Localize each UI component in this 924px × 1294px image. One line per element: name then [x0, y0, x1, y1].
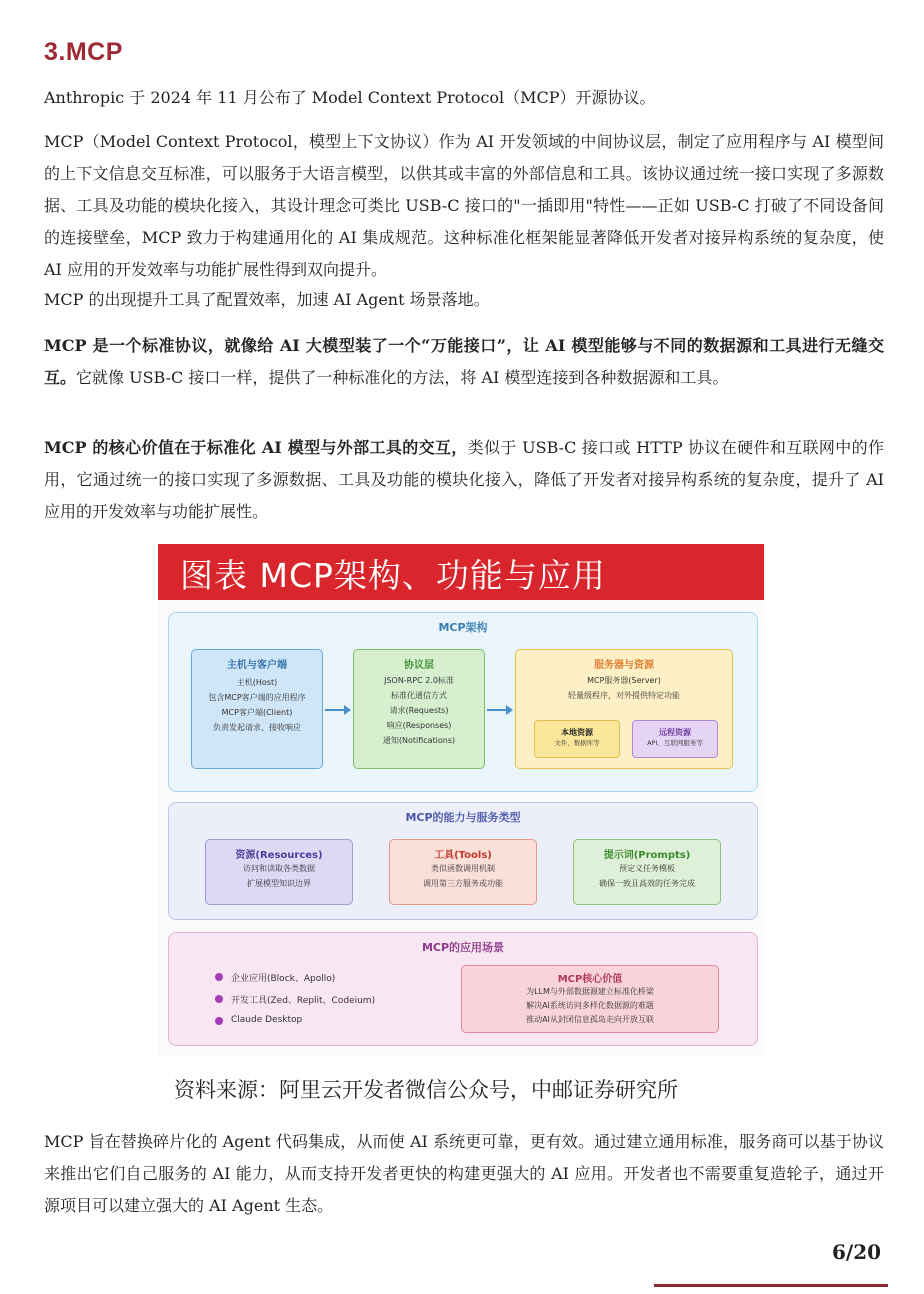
remote-resource-title: 远程资源	[659, 728, 691, 737]
server-line: MCP服务器(Server)	[587, 676, 661, 685]
paragraph	[44, 1126, 884, 1222]
local-resource-title: 本地资源	[561, 728, 593, 737]
paragraph	[44, 126, 884, 286]
paragraph	[44, 330, 884, 394]
core-value-line: 解决AI系统访问多样化数据源的难题	[526, 1001, 654, 1010]
core-value-line: 为LLM与外部数据源建立标准化桥梁	[526, 987, 654, 996]
paragraph-bold-text: MCP 的核心价值在于标准化 AI 模型与外部工具的交互，	[44, 438, 468, 457]
paragraph-text: MCP 旨在替换碎片化的 Agent 代码集成，从而使 AI 系统更可靠，更有效。通过建立通用标准，服务商可以基于协议来推出它们自己服务的 AI 能力，从而支持开发者更快的构建更强大的 AI 应用。开发者也不需要重复造轮子，通过开源项目可以建立强大的 AI Agent 生态。	[44, 1132, 884, 1215]
tools-box	[389, 839, 537, 905]
host-line: 包含MCP客户端的应用程序	[208, 693, 306, 702]
figure-source: 资料来源：阿里云开发者微信公众号，中邮证券研究所	[174, 1078, 678, 1102]
paragraph	[44, 284, 884, 316]
paragraph	[44, 432, 884, 528]
capabilities-panel	[168, 802, 758, 920]
host-line: MCP客户端(Client)	[221, 708, 293, 717]
figure-banner	[158, 544, 764, 600]
prompts-line: 预定义任务模板	[619, 864, 675, 873]
tools-line: 类似函数调用机制	[431, 864, 495, 873]
protocol-line: 标准化通信方式	[391, 691, 447, 700]
protocol-line: JSON-RPC 2.0标准	[384, 676, 454, 685]
paragraph-text: 类似于 USB-C 接口或 HTTP 协议在硬件和互联网中的作用，它通过统一的接口实现了多源数据、工具及功能的模块化接入，降低了开发者对接异构系统的复杂度，提升了 AI 应用的开发效率与功能扩展性。	[44, 438, 884, 521]
paragraph-text: 它就像 USB-C 接口一样，提供了一种标准化的方法，将 AI 模型连接到各种数据源和工具。	[76, 368, 729, 387]
prompts-box	[573, 839, 721, 905]
protocol-box-title: 协议层	[404, 660, 434, 671]
paragraph-text: Anthropic 于 2024 年 11 月公布了 Model Context Protocol（MCP）开源协议。	[44, 88, 656, 107]
resources-title: 资源(Resources)	[235, 850, 323, 861]
core-value-box	[461, 965, 719, 1033]
scenario-text: 开发工具(Zed、Replit、Codeium)	[231, 996, 376, 1006]
capabilities-title: MCP的能力与服务类型	[405, 811, 521, 824]
architecture-panel	[168, 612, 758, 792]
section-heading: 3.MCP	[44, 38, 123, 66]
architecture-title: MCP架构	[438, 621, 488, 634]
core-value-title: MCP核心价值	[557, 974, 623, 985]
scenario-item	[231, 993, 375, 1006]
server-line: 轻量级程序，对外提供特定功能	[568, 691, 680, 700]
arrow-icon	[487, 709, 511, 711]
paragraph-text: MCP 的出现提升工具了配置效率，加速 AI Agent 场景落地。	[44, 290, 490, 309]
server-resources-box	[515, 649, 733, 769]
paragraph-bold-text: MCP 是一个标准协议，就像给 AI 大模型装了一个“万能接口”，让 AI 模型能够与不同的数据源和工具进行无缝交互。	[44, 336, 884, 387]
core-value-line: 推动AI从封闭信息孤岛走向开放互联	[526, 1015, 654, 1024]
scenarios-panel	[168, 932, 758, 1046]
scenario-item	[231, 971, 335, 984]
paragraph-text: MCP（Model Context Protocol，模型上下文协议）作为 AI 开发领域的中间协议层，制定了应用程序与 AI 模型间的上下文信息交互标准，可以服务于大语言模型，以供其或丰富的外部信息和工具。该协议通过统一接口实现了多源数据、工具及功能的模块化接入，其设计理念可类比 USB-C 接口的"一插即用"特性——正如 USB-C 打破了不同设备间的连接壁垒，MCP 致力于构建通用化的 AI 集成规范。这种标准化框架能显著降低开发者对接异构系统的复杂度，使 AI 应用的开发效率与功能扩展性得到双向提升。	[44, 132, 884, 279]
page-number: 6/20	[832, 1240, 882, 1264]
protocol-line: 请求(Requests)	[389, 706, 449, 715]
scenario-item	[231, 1015, 302, 1025]
host-box-title: 主机与客户端	[227, 660, 287, 671]
scenario-text: Claude Desktop	[231, 1015, 303, 1025]
host-line: 主机(Host)	[236, 678, 278, 687]
figure-title: 图表 MCP架构、功能与应用	[180, 556, 606, 595]
protocol-layer-box	[353, 649, 485, 769]
remote-resource-desc: API、互联网服务等	[647, 739, 703, 747]
paragraph	[44, 82, 884, 114]
footer-rule	[654, 1284, 888, 1287]
bullet-icon	[215, 1017, 223, 1025]
resources-box	[205, 839, 353, 905]
tools-title: 工具(Tools)	[434, 850, 492, 861]
protocol-line: 响应(Responses)	[386, 721, 452, 730]
mcp-architecture-figure	[158, 544, 764, 1056]
scenarios-title: MCP的应用场景	[421, 941, 505, 954]
local-resource-desc: 文件、数据库等	[554, 739, 600, 747]
host-client-box	[191, 649, 323, 769]
scenario-text: 企业应用(Block、Apollo)	[231, 974, 336, 984]
host-line: 负责发起请求、接收响应	[213, 723, 301, 732]
prompts-title: 提示词(Prompts)	[603, 850, 691, 861]
arrow-icon	[325, 709, 349, 711]
bullet-icon	[215, 973, 223, 981]
remote-resource-box	[632, 720, 718, 758]
local-resource-box	[534, 720, 620, 758]
server-box-title: 服务器与资源	[594, 660, 654, 671]
tools-line: 调用第三方服务或功能	[423, 879, 503, 888]
bullet-icon	[215, 995, 223, 1003]
protocol-line: 通知(Notifications)	[382, 736, 456, 745]
resources-line: 扩展模型知识边界	[247, 879, 311, 888]
resources-line: 访问和读取各类数据	[243, 864, 315, 873]
prompts-line: 确保一致且高效的任务完成	[599, 879, 695, 888]
